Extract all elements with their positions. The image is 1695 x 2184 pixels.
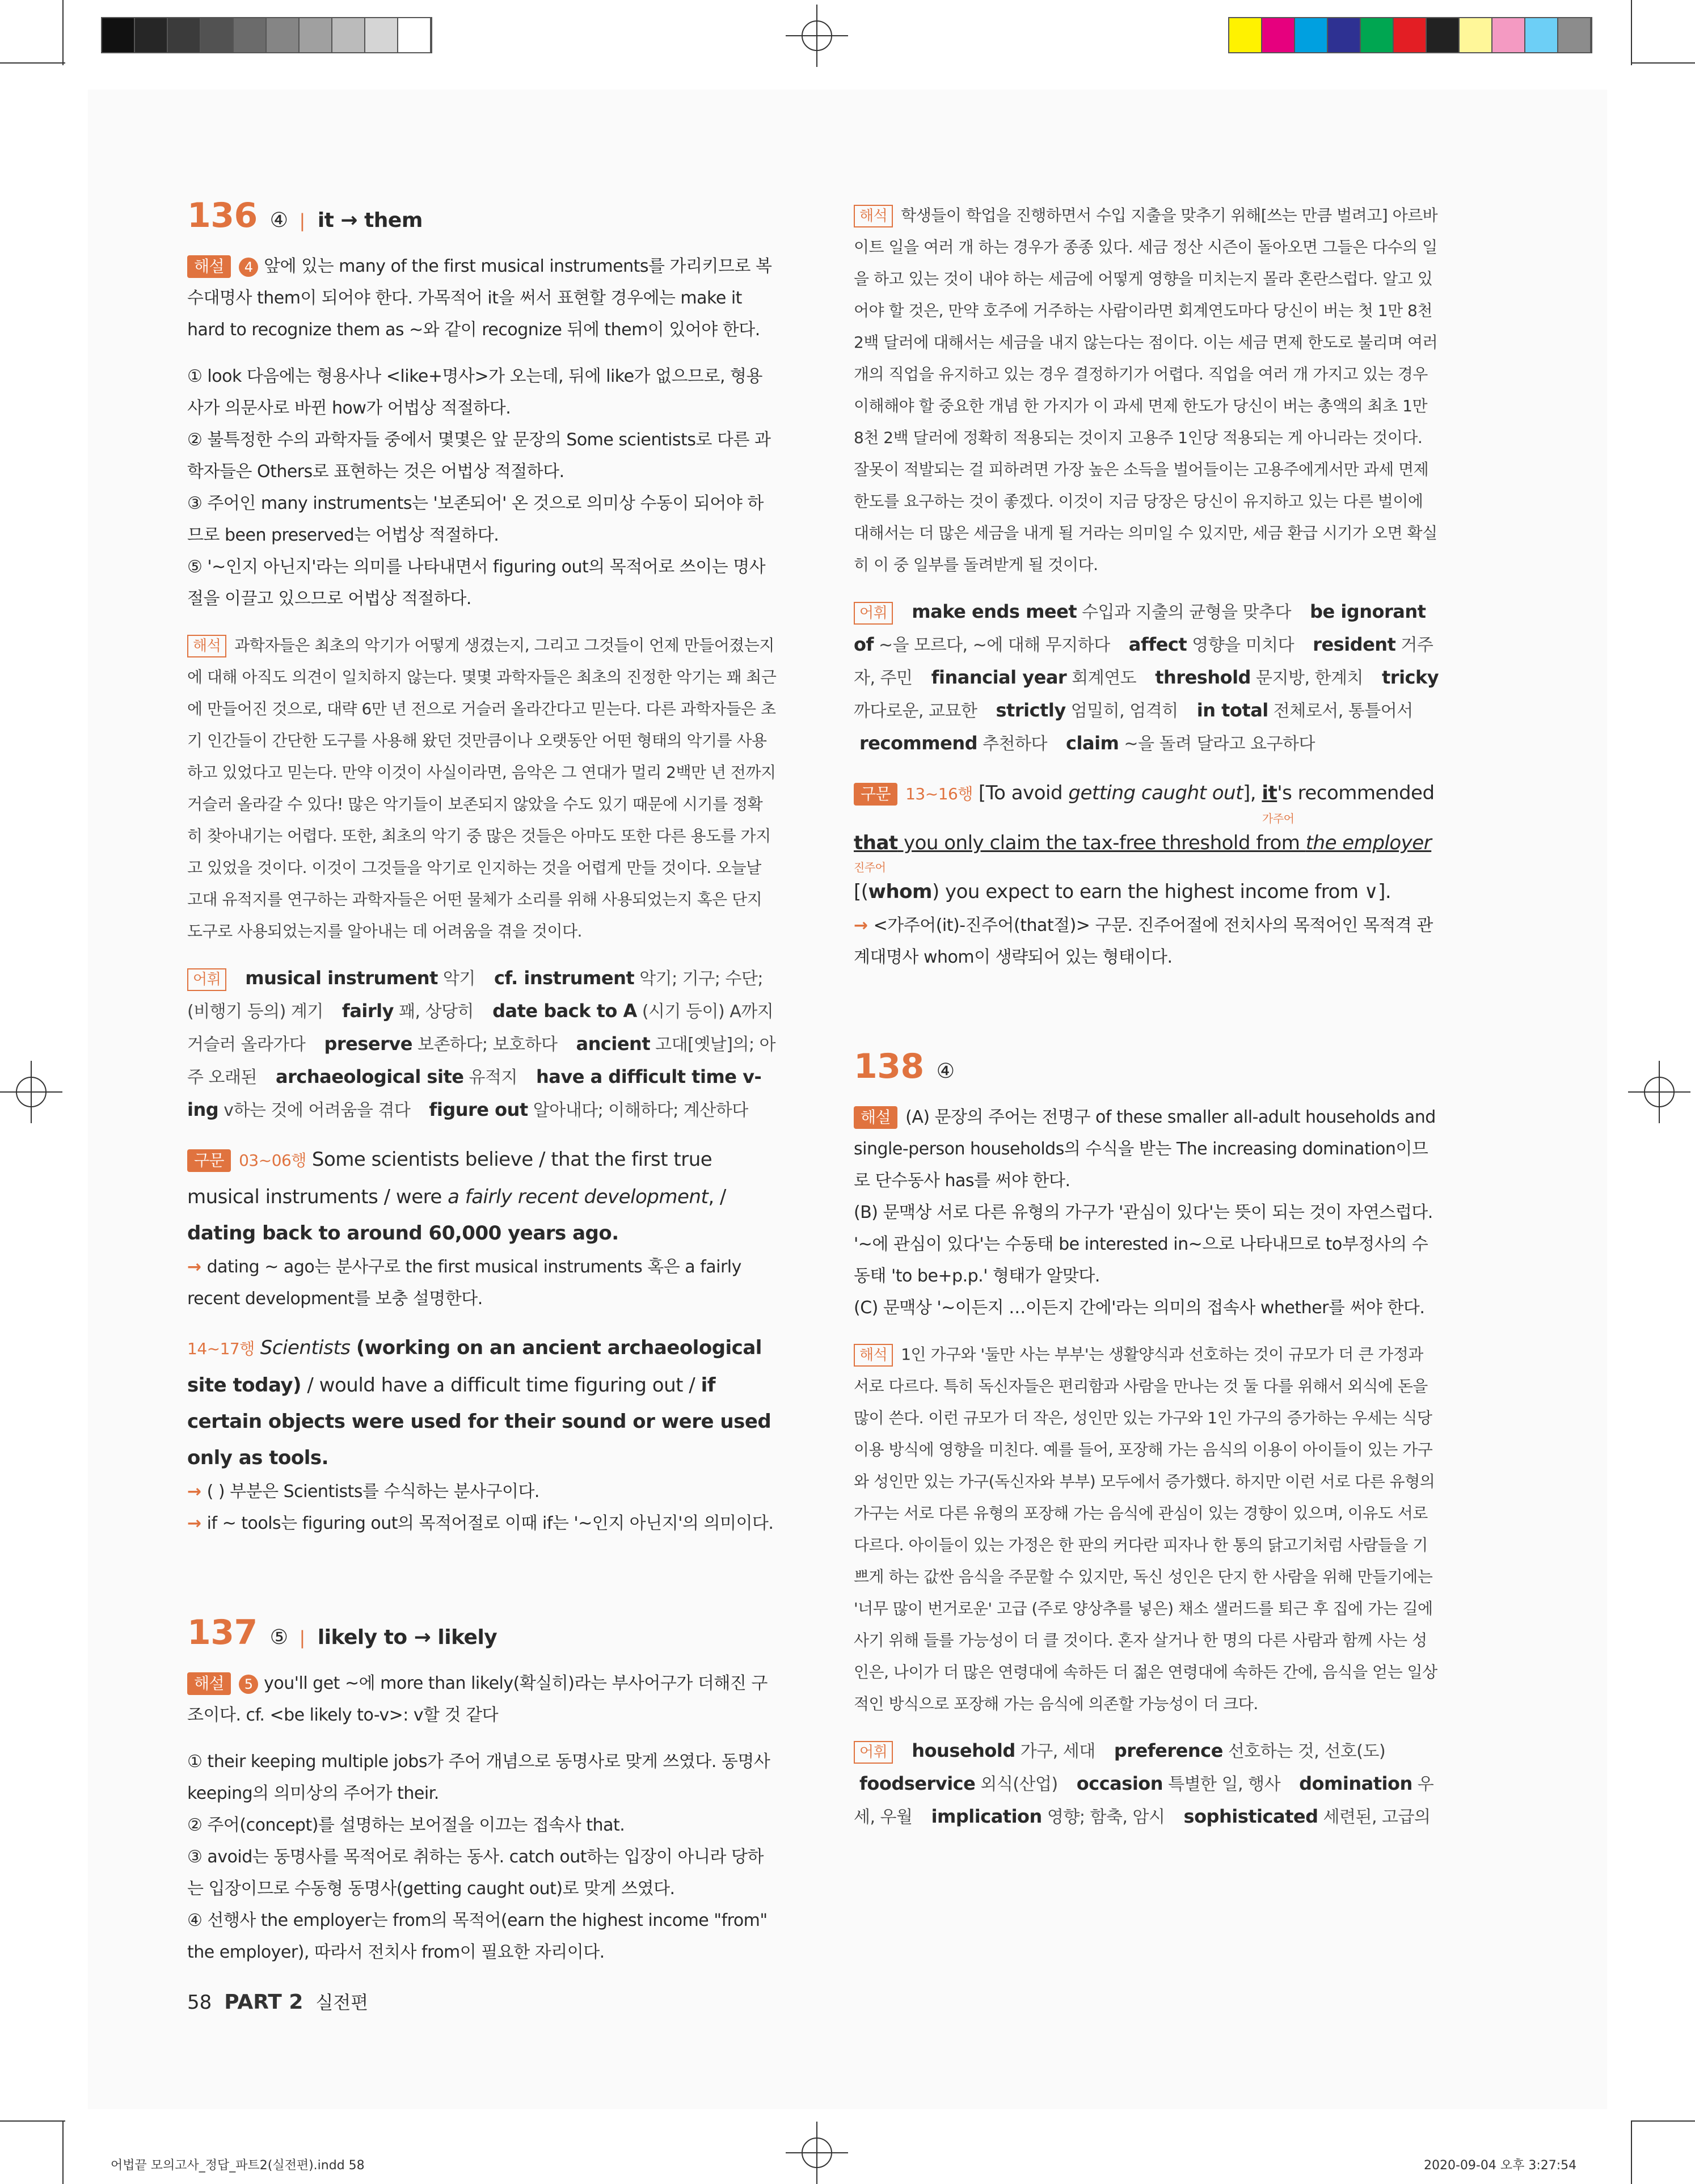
vocab-meaning: 우세, 우월 [854, 1774, 1434, 1827]
vocab-word: recommend [859, 732, 978, 754]
crop-line [0, 2120, 65, 2122]
option-note: ① look 다음에는 형용사나 <like+명사>가 오는데, 뒤에 like가 없으므로, 형용사가 의문사로 바뀐 how가 어법상 적절하다. [187, 366, 763, 418]
question-138-header [854, 1047, 1441, 1102]
question-number: 136 [187, 196, 258, 235]
answer-choice: ④ [269, 209, 288, 232]
color-swatch [1525, 18, 1558, 52]
structure-bold: dating back to around 60,000 years ago. [187, 1222, 619, 1245]
structure-text: Some scientists believe / that the first true musical instruments / were [187, 1148, 712, 1208]
translation-tag: 해석 [854, 205, 893, 227]
vocab-word: archaeological site [276, 1066, 464, 1087]
divider: | [299, 210, 305, 231]
real-subject-label: 진주어 [854, 861, 886, 874]
translation-tag: 해석 [854, 1344, 893, 1367]
vocab-meaning: (시기 등이) A까지 거슬러 올라가다 [187, 1002, 774, 1055]
translation-text: 1인 가구와 '둘만 사는 부부'는 생활양식과 선호하는 것이 규모가 더 큰 가정과 서로 다르다. 특히 독신자들은 편리함과 사람을 만나는 것 둘 다를 위해서 외식에 돈을 많이 쓴다. 이런 규모가 더 작은, 성인만 있는 가구와 1인 가구의 증가하는 우세는 식당 이용 방식에 영향을 미친다. 예를 들어, 포장해 가는 음식의 이용이 아이들이 있는 가구와 성인만 있는 가구(독신자와 부부) 모두에서 증가했다. 하지만 이런 서로 다른 유형의 가구는 서로 다른 유형의 포장해 가는 음식에 관심이 있는 경향이 있으며, 이유도 서로 다르다. 아이들이 있는 가정은 한 판의 커다란 피자나 한 통의 닭고기처럼 사람들을 기쁘게 하는 값싼 음식을 주문할 수 있지만, 독신 성인은 단지 한 사람을 위해 만들기에는 '너무 많이 번거로운' 고급 (주로 양상추를 넣은) 채소 샐러드를 퇴근 후 집에 가는 길에 사기 위해 들를 가능성이 더 클 것이다. 혼자 살거나 한 명의 다른 사람과 함께 사는 성인은, 나이가 더 많은 연령대에 속하든 더 젊은 연령대에 속하든 간에, 음식을 얻는 일상적인 방식으로 포장해 가는 음식에 의존할 가능성이 더 크다. [854, 1345, 1437, 1713]
vocab-meaning: 특별한 일, 행사 [1168, 1774, 1281, 1794]
explanation-text: you'll get ~에 more than likely(확실히)라는 부사어구가 더해진 구조이다. cf. <be likely to-v>: v할 것 같다 [187, 1673, 768, 1725]
vocab-word: be ignorant of [854, 601, 1426, 655]
fake-subject-label: 가주어 [1262, 812, 1295, 825]
crop-line [1631, 62, 1695, 64]
gray-swatch [135, 18, 168, 52]
vocab-meaning: 영향을 미치다 [1192, 635, 1295, 655]
answer-circle: 5 [239, 1675, 258, 1694]
crop-line [1631, 0, 1632, 65]
gray-swatch [201, 18, 234, 52]
explanation-block [187, 1668, 777, 1731]
structure-note: if ~ tools는 figuring out의 목적어절로 이때 if는 '~인지 아닌지'의 의미이다. [206, 1513, 774, 1533]
explanation-text: 앞에 있는 many of the first musical instruments를 가리키므로 복수대명사 them이 되어야 한다. 가목적어 it을 써서 표현할 경우에는 make it hard to recognize them as ~와 같이 recognize 뒤에 them이 있어야 한다. [187, 256, 772, 340]
structure-text: / would have a difficult time figuring out / [301, 1374, 701, 1397]
vocab-meaning: 악기 [442, 969, 475, 989]
vocab-meaning: 고대[옛날]의; 아주 오래된 [187, 1035, 776, 1087]
arrow-icon: → [187, 1257, 201, 1277]
color-swatch [1394, 18, 1427, 52]
vocab-word: preference [1114, 1740, 1223, 1761]
vocabulary-block [854, 1735, 1441, 1833]
vocab-meaning: 세련된, 고급의 [1323, 1807, 1431, 1827]
vocab-meaning: 까다로운, 교묘한 [854, 701, 977, 721]
vocab-meaning: 선호하는 것, 선호(도) [1228, 1742, 1386, 1761]
explanation-text: (C) 문맥상 '~이든지 …이든지 간에'라는 의미의 접속사 whether를 써야 한다. [854, 1298, 1425, 1318]
color-swatch [1460, 18, 1492, 52]
explanation-tag: 해설 [854, 1106, 897, 1129]
crop-line [1631, 2122, 1632, 2184]
vocab-meaning: 가구, 세대 [1020, 1742, 1095, 1761]
divider: | [299, 1627, 305, 1648]
color-swatch [1558, 18, 1591, 52]
crop-line [62, 2122, 64, 2184]
option-note: ② 불특정한 수의 과학자들 중에서 몇몇은 앞 문장의 Some scientists로 다른 과학자들은 Others로 표현하는 것은 어법상 적절하다. [187, 430, 771, 482]
structure-bold: (working on an ancient archaeological site today) [187, 1336, 762, 1397]
real-subject: that [854, 832, 898, 854]
vocabulary-tag: 어휘 [187, 968, 226, 991]
vocab-meaning: 꽤, 상당히 [399, 1002, 474, 1022]
structure-italic: Scientists [260, 1336, 351, 1359]
vocab-word: have a difficult time v-ing [187, 1066, 762, 1120]
right-column [854, 200, 1441, 1848]
explanation-tag: 해설 [187, 255, 231, 278]
structure-bold: whom [868, 880, 932, 903]
vocab-word: financial year [931, 667, 1067, 688]
vocab-word: figure out [429, 1099, 528, 1120]
structure-note: dating ~ ago는 분사구로 the first musical instruments 혹은 a fairly recent development를 보충 설명한다. [187, 1257, 741, 1309]
registration-mark-top [786, 5, 848, 67]
structure-italic: a fairly recent development [448, 1186, 709, 1208]
vocab-meaning: 수입과 지출의 균형을 맞추다 [1082, 602, 1292, 622]
option-note: ④ 선행사 the employer는 from의 목적어(earn the highest income "from" the employer), 따라서 전치사 from이 필요한 자리이다. [187, 1911, 768, 1962]
vocab-word: claim [1066, 732, 1119, 754]
vocab-meaning: ~을 돌려 달라고 요구하다 [1124, 734, 1315, 754]
color-swatch [1295, 18, 1328, 52]
vocab-meaning: 외식(산업) [980, 1774, 1058, 1794]
structure-bold: if certain objects were used for their sound or were used only as tools. [187, 1374, 771, 1469]
structure-block-1 [187, 1141, 777, 1315]
color-swatch [1229, 18, 1262, 52]
crop-line [0, 62, 65, 64]
structure-text: , / [708, 1186, 726, 1208]
registration-mark-left [0, 1061, 62, 1123]
structure-note: <가주어(it)-진주어(that절)> 구문. 진주어절에 전치사의 목적어인 목적격 관계대명사 whom이 생략되어 있는 형태이다. [854, 916, 1433, 967]
vocab-word: household [912, 1740, 1015, 1761]
structure-text: ) you expect to earn the highest income from ∨]. [931, 880, 1392, 903]
color-swatch [1262, 18, 1295, 52]
slug-timestamp: 2020-09-04 오후 3:27:54 [1424, 2158, 1577, 2173]
arrow-icon: → [854, 916, 868, 935]
vocab-word: sophisticated [1183, 1806, 1318, 1827]
arrow-icon: → [187, 1482, 201, 1502]
vocab-word: in total [1196, 699, 1268, 721]
vocab-word: affect [1128, 634, 1187, 655]
translation-block [187, 630, 777, 947]
process-color-bar [1228, 17, 1592, 53]
structure-text: 's recommended [1277, 782, 1435, 804]
color-swatch [1361, 18, 1394, 52]
line-reference: 14~17행 [187, 1339, 255, 1358]
vocab-meaning: 거주자, 주민 [854, 635, 1433, 688]
structure-note: ( ) 부분은 Scientists를 수식하는 분사구이다. [206, 1482, 539, 1502]
structure-block [854, 775, 1441, 973]
page-number: 58 [187, 1991, 212, 2014]
gray-swatch [102, 18, 135, 52]
vocabulary-tag: 어휘 [854, 602, 893, 625]
vocab-meaning: 알아내다; 이해하다; 계산하다 [533, 1101, 748, 1120]
slug-filename: 어법끝 모의고사_정답_파트2(실전편).indd 58 [111, 2158, 365, 2173]
gray-swatch [300, 18, 332, 52]
vocab-word: preserve [324, 1033, 412, 1055]
arrow-icon: → [187, 1513, 201, 1533]
option-note: ⑤ '~인지 아닌지'라는 의미를 나타내면서 figuring out의 목적어로 쓰이는 명사절을 이끌고 있으므로 어법상 적절하다. [187, 557, 766, 609]
option-note: ① their keeping multiple jobs가 주어 개념으로 동명사로 맞게 쓰였다. 동명사 keeping의 의미상의 주어가 their. [187, 1752, 770, 1803]
translation-text: 학생들이 학업을 진행하면서 수입 지출을 맞추기 위해[쓰는 만큼 벌려고] 아르바이트 일을 여러 개 하는 경우가 종종 있다. 세금 정산 시즌이 돌아오면 그들은 다수의 일을 하고 있는 것이 내야 하는 세금에 어떻게 영향을 미치는지 몰라 혼란스럽다. 알고 있어야 할 것은, 만약 호주에 거주하는 사람이라면 회계연도마다 당신이 버는 첫 1만 8천 2백 달러에 대해서는 세금을 내지 않는다는 점이다. 이는 세금 면제 한도로 불리며 여러 개의 직업을 유지하고 있는 경우 결정하기가 어렵다. 직업을 여러 개 가지고 있는 경우 이해해야 할 중요한 개념 한 가지가 이 과세 면제 한도가 당신이 버는 총액의 최초 1만 8천 2백 달러에 정확히 적용되는 것이지 고용주 1인당 적용되는 게 아니라는 것이다. 잘못이 적발되는 걸 피하려면 가장 높은 소득을 벌어들이는 고용주에게서만 과세 면제 한도를 요구하는 것이 좋겠다. 이것이 지금 당장은 당신이 유지하고 있는 다른 벌이에 대해서는 더 많은 세금을 내게 될 거라는 의미일 수 있지만, 세금 환급 시기가 오면 확실히 이 중 일부를 돌려받게 될 것이다. [854, 206, 1438, 574]
question-137-header [187, 1613, 777, 1668]
gray-swatch [332, 18, 365, 52]
color-swatch [1427, 18, 1460, 52]
vocabulary-tag: 어휘 [854, 1741, 893, 1764]
vocab-word: fairly [341, 1000, 394, 1022]
explanation-block [187, 251, 777, 346]
line-reference: 03~06행 [239, 1151, 306, 1170]
vocab-word: make ends meet [912, 601, 1077, 622]
line-reference: 13~16행 [905, 785, 973, 803]
gray-swatch [168, 18, 201, 52]
registration-mark-right [1628, 1061, 1690, 1123]
vocab-meaning: v하는 것에 어려움을 겪다 [224, 1101, 411, 1120]
option-note: ③ avoid는 동명사를 목적어로 취하는 동사. catch out하는 입장이 아니라 당하는 입장이므로 수동형 동명사(getting caught out)로 맞게 쓰였다. [187, 1847, 764, 1899]
correction: likely to → likely [317, 1626, 497, 1649]
vocab-word: ancient [576, 1033, 651, 1055]
part-label: PART 2 [224, 1991, 303, 2014]
translation-text: 과학자들은 최초의 악기가 어떻게 생겼는지, 그리고 그것들이 언제 만들어졌는지에 대해 아직도 의견이 일치하지 않는다. 몇몇 과학자들은 최초의 진정한 악기는 꽤 최근에 만들어진 것으로, 대략 6만 년 전으로 거슬러 올라간다고 믿는다. 다른 과학자들은 초기 인간들이 간단한 도구를 사용해 왔던 것만큼이나 오랫동안 어떤 형태의 악기를 사용하고 있었다고 믿는다. 만약 이것이 사실이라면, 음악은 그 연대가 멀리 2백만 년 전까지 거슬러 올라갈 수 있다! 많은 악기들이 보존되지 않았을 수도 있기 때문에 시기를 정확히 찾아내기는 어렵다. 또한, 최초의 악기 중 많은 것들은 아마도 또한 다른 용도를 가지고 있었을 것이다. 이것이 그것들을 악기로 인지하는 것을 어렵게 만들 것이다. 오늘날 고대 유적지를 연구하는 과학자들은 어떤 물체가 소리를 위해 사용되었는지 혹은 단지 도구로 사용되었는지를 알아내는 데 어려움을 겪을 것이다. [187, 636, 777, 941]
vocab-meaning: 엄밀히, 엄격히 [1070, 701, 1178, 721]
answer-circle: 4 [239, 258, 258, 277]
left-column [187, 196, 777, 1983]
vocab-word: musical instrument [245, 967, 438, 989]
question-136-header [187, 196, 777, 251]
structure-italic: the employer [1305, 832, 1432, 854]
explanation-tag: 해설 [187, 1672, 231, 1695]
vocabulary-block [854, 596, 1441, 760]
structure-tag: 구문 [854, 783, 897, 806]
vocab-word: cf. instrument [494, 967, 635, 989]
vocabulary-block [187, 962, 777, 1127]
vocab-meaning: ~을 모르다, ~에 대해 무지하다 [878, 635, 1110, 655]
vocab-word: tricky [1382, 667, 1439, 688]
color-swatch [1328, 18, 1361, 52]
crop-line [1631, 2120, 1695, 2122]
crop-line [62, 0, 64, 65]
vocab-word: strictly [996, 699, 1066, 721]
registration-mark-bottom [786, 2122, 848, 2184]
vocab-word: threshold [1155, 667, 1251, 688]
question-number: 138 [854, 1047, 924, 1086]
vocab-word: date back to A [492, 1000, 637, 1022]
vocab-meaning: 보존하다; 보호하다 [417, 1035, 558, 1055]
section-label: 실전편 [315, 1992, 369, 2013]
gray-swatch [398, 18, 431, 52]
vocab-word: implication [931, 1806, 1042, 1827]
structure-tag: 구문 [187, 1149, 231, 1172]
translation-block [854, 1339, 1441, 1720]
vocab-meaning: 추천하다 [983, 734, 1047, 754]
vocab-meaning: 영향; 함축, 암시 [1047, 1807, 1165, 1827]
correction: it → them [317, 209, 423, 232]
color-swatch [1492, 18, 1525, 52]
vocab-meaning: 문지방, 한계치 [1256, 668, 1363, 688]
question-number: 137 [187, 1613, 258, 1652]
gray-color-bar [101, 17, 432, 53]
structure-text: ], [1242, 782, 1262, 804]
structure-italic: getting caught out [1068, 782, 1243, 804]
explanation-text: (B) 문맥상 서로 다른 유형의 가구가 '관심이 있다'는 뜻이 되는 것이 자연스럽다. '~에 관심이 있다'는 수동태 be interested in~으로 나타내므로 to부정사의 수동태 'to be+p.p.' 형태가 알맞다. [854, 1203, 1433, 1286]
translation-tag: 해석 [187, 635, 226, 657]
explanation-block [854, 1102, 1441, 1324]
fake-subject: it [1262, 782, 1277, 804]
explanation-text: (A) 문장의 주어는 전명구 of these smaller all-adult households and single-person households의 수식을 받는 The increasing domination이므로 단수동사 has를 써야 한다. [854, 1107, 1436, 1191]
structure-block-2 [187, 1330, 777, 1540]
translation-block [854, 200, 1441, 581]
vocab-meaning: 전체로서, 통틀어서 [1273, 701, 1413, 721]
vocab-word: occasion [1076, 1773, 1163, 1794]
gray-swatch [365, 18, 398, 52]
option-notes [187, 1746, 777, 1968]
gray-swatch [234, 18, 267, 52]
structure-text: [( [854, 880, 868, 903]
option-note: ② 주어(concept)를 설명하는 보어절을 이끄는 접속사 that. [187, 1815, 625, 1835]
gray-swatch [267, 18, 300, 52]
vocab-meaning: 회계연도 [1072, 668, 1137, 688]
page-footer [187, 1988, 368, 2014]
vocab-word: domination [1299, 1773, 1412, 1794]
option-notes [187, 361, 777, 615]
answer-choice: ④ [936, 1060, 955, 1083]
structure-text: [To avoid [978, 782, 1069, 804]
vocab-meaning: 악기; 기구; 수단; (비행기 등의) 계기 [187, 969, 763, 1022]
vocab-word: foodservice [859, 1773, 976, 1794]
vocab-word: resident [1313, 634, 1396, 655]
answer-choice: ⑤ [269, 1626, 288, 1649]
structure-text: you only claim the tax-free threshold from [897, 832, 1306, 854]
vocab-meaning: 유적지 [469, 1068, 517, 1087]
option-note: ③ 주어인 many instruments는 '보존되어' 온 것으로 의미상 수동이 되어야 하므로 been preserved는 어법상 적절하다. [187, 494, 764, 545]
